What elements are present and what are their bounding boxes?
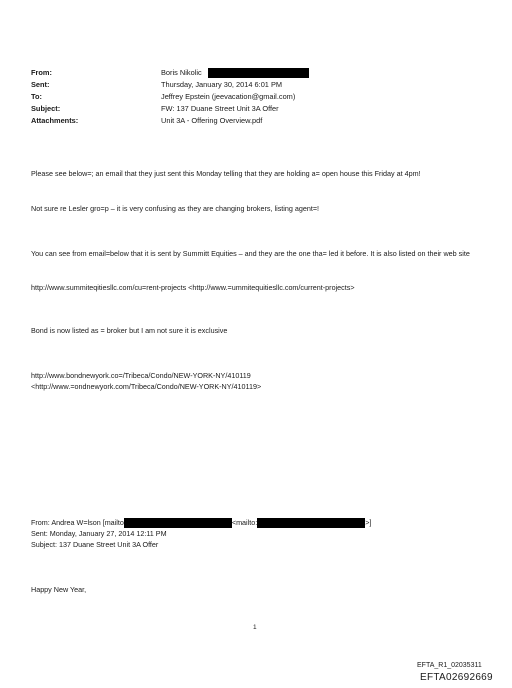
bates-number-large: EFTA02692669: [420, 672, 493, 683]
to-value: Jeffrey Epstein (jeevacation@gmail.com): [161, 92, 296, 101]
forward-greeting: Happy New Year,: [31, 585, 87, 594]
subject-value: FW: 137 Duane Street Unit 3A Offer: [161, 104, 279, 113]
redaction-box: [257, 518, 365, 528]
body-link-bond-1[interactable]: http://www.bondnewyork.co=/Tribeca/Condo/NEW-YORK-NY/410119: [31, 371, 251, 380]
from-name: Boris Nikolic: [161, 68, 202, 77]
forward-subject-line: Subject: 137 Duane Street Unit 3A Offer: [31, 540, 159, 549]
forward-from-line: [31, 517, 371, 528]
body-paragraph-3: You can see from email=below that it is sent by Summitt Equities – and they are the one tha= led it before. It is also listed on their web site: [31, 249, 470, 258]
forward-sent-line: Sent: Monday, January 27, 2014 12:11 PM: [31, 529, 167, 538]
sent-label: Sent:: [31, 80, 50, 89]
body-paragraph-1: Please see below=; an email that they just sent this Monday telling that they are holding a= open house this Friday at 4pm!: [31, 169, 421, 178]
from-value: [161, 67, 309, 79]
forward-mailto-end: >]: [365, 518, 372, 527]
to-label: To:: [31, 92, 42, 101]
body-paragraph-5: Bond is now listed as = broker but I am not sure it is exclusive: [31, 326, 228, 335]
from-label: From:: [31, 68, 52, 77]
attachments-label: Attachments:: [31, 116, 79, 125]
bates-number-small: EFTA_R1_02035311: [417, 662, 482, 669]
body-paragraph-2: Not sure re Lesler gro=p – it is very confusing as they are changing brokers, listing agent=!: [31, 204, 320, 213]
redaction-box: [124, 518, 232, 528]
attachment-file: Unit 3A - Offering Overview.pdf: [161, 116, 263, 125]
sent-value: Thursday, January 30, 2014 6:01 PM: [161, 80, 283, 89]
body-link-bond-2[interactable]: <http://www.=ondnewyork.com/Tribeca/Condo/NEW-YORK-NY/410119>: [31, 382, 262, 391]
body-link-summit[interactable]: http://www.summiteqitiesllc.com/cu=rent-projects <http://www.=ummitequitiesllc.com/current-projects>: [31, 283, 355, 292]
page-number: 1: [253, 624, 257, 631]
forward-from-prefix: From: Andrea W=lson [mailto: [31, 518, 124, 527]
redaction-box: [208, 68, 309, 78]
subject-label: Subject:: [31, 104, 61, 113]
forward-mailto-mid: <mailto:: [231, 518, 258, 527]
